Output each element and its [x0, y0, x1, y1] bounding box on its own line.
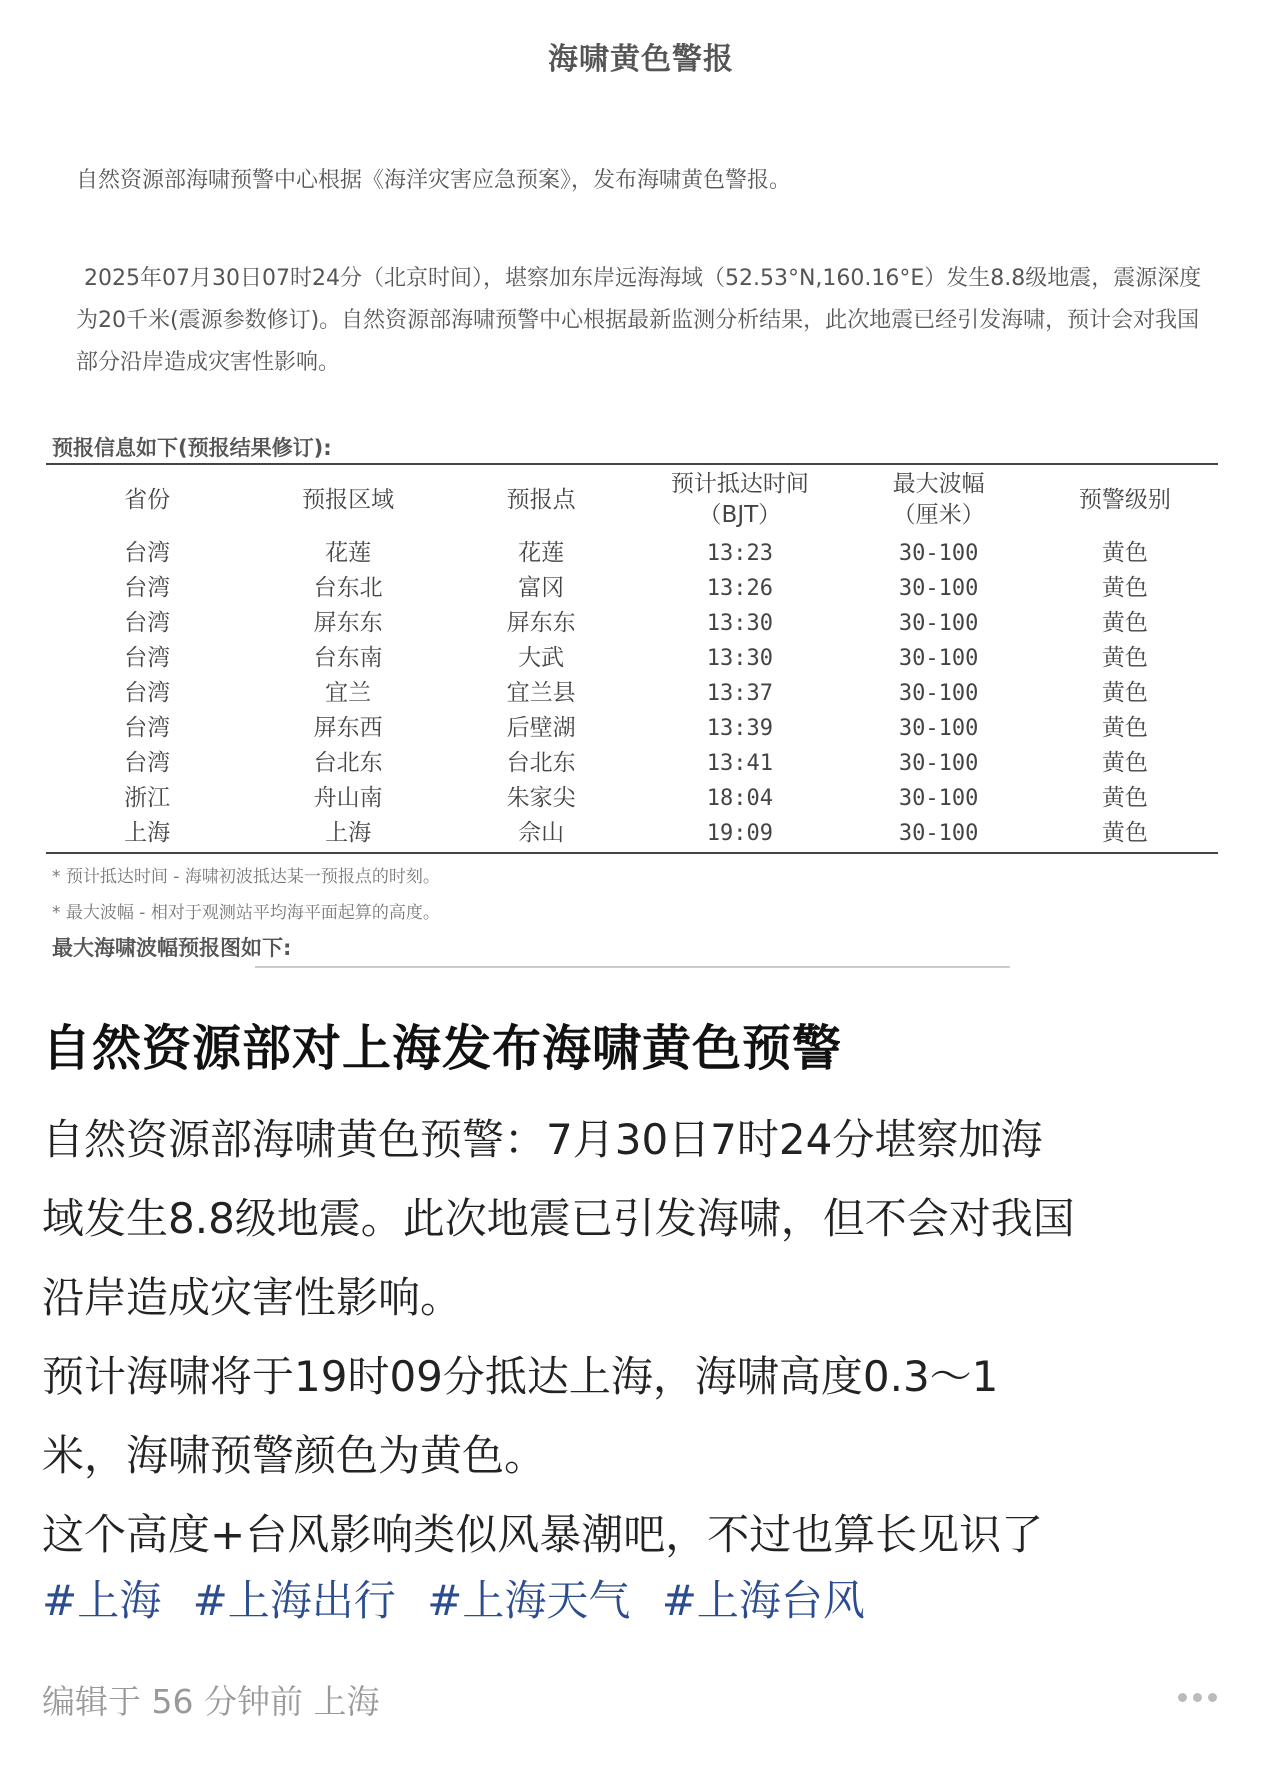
alert-detail: 2025年07月30日07时24分（北京时间），堪察加东岸远海海域（52.53°N,160.16°E）发生8.8级地震，震源深度为20千米(震源参数修订)。自然资源部海啸预警中心根据最新监测分析结果，此次地震已经引发海啸，预计会对我国部分沿岸造成灾害性影响。 [76, 266, 1202, 375]
cell-region: 台东南 [313, 645, 383, 671]
cell-arrival: 13:23 [706, 541, 773, 566]
cell-point: 后壁湖 [506, 715, 576, 741]
cell-amplitude: 30-100 [898, 681, 979, 706]
cell-point: 花莲 [518, 540, 565, 566]
post-body [42, 1100, 1242, 1574]
col-arrival: 预计抵达时间 （BJT） [670, 471, 809, 528]
post-line: 这个高度+台风影响类似风暴潮吧，不过也算长见识了 [42, 1510, 1044, 1559]
cell-amplitude: 30-100 [898, 751, 979, 776]
table-row [46, 711, 1218, 746]
post-line: 自然资源部海啸黄色预警：7月30日7时24分堪察加海 [42, 1115, 1043, 1164]
cell-amplitude: 30-100 [898, 611, 979, 636]
cell-province: 台湾 [124, 540, 171, 566]
cell-arrival: 13:30 [706, 611, 773, 636]
hashtag-shanghai-typhoon[interactable]: #上海台风 [661, 1576, 865, 1625]
cell-level: 黄色 [1101, 540, 1148, 566]
forecast-table [46, 464, 1218, 851]
cell-province: 台湾 [124, 750, 171, 776]
cell-arrival: 13:37 [706, 681, 773, 706]
table-row [46, 536, 1218, 571]
cell-province: 台湾 [124, 680, 171, 706]
cell-point: 富冈 [518, 575, 565, 601]
map-divider [255, 966, 1010, 968]
cell-amplitude: 30-100 [898, 576, 979, 601]
alert-title: 海啸黄色警报 [548, 42, 734, 77]
cell-arrival: 13:26 [706, 576, 773, 601]
cell-region: 舟山南 [313, 785, 383, 811]
more-dots-icon [1208, 1693, 1217, 1702]
cell-level: 黄色 [1101, 575, 1148, 601]
note-amplitude: * 最大波幅 - 相对于观测站平均海平面起算的高度。 [52, 903, 440, 923]
cell-point: 屏东东 [506, 610, 576, 636]
cell-region: 屏东西 [313, 715, 383, 741]
cell-point: 朱家尖 [506, 785, 576, 811]
cell-province: 台湾 [124, 575, 171, 601]
cell-province: 台湾 [124, 610, 171, 636]
post-line: 预计海啸将于19时09分抵达上海，海啸高度0.3～1 [42, 1352, 999, 1401]
hashtag-list [42, 1568, 883, 1628]
post-title: 自然资源部对上海发布海啸黄色预警 [42, 1020, 843, 1077]
cell-amplitude: 30-100 [898, 646, 979, 671]
col-region: 预报区域 [302, 486, 395, 513]
table-row [46, 816, 1218, 851]
cell-amplitude: 30-100 [898, 786, 979, 811]
table-row [46, 676, 1218, 711]
cell-amplitude: 30-100 [898, 821, 979, 846]
cell-region: 台东北 [313, 575, 383, 601]
cell-arrival: 13:41 [706, 751, 773, 776]
table-row [46, 781, 1218, 816]
cell-arrival: 19:09 [706, 821, 773, 846]
cell-level: 黄色 [1101, 715, 1148, 741]
cell-level: 黄色 [1101, 750, 1148, 776]
cell-point: 佘山 [518, 820, 565, 846]
cell-point: 宜兰县 [506, 680, 576, 706]
cell-point: 大武 [518, 645, 565, 671]
cell-region: 屏东东 [313, 610, 383, 636]
col-point: 预报点 [506, 486, 576, 513]
hashtag-shanghai[interactable]: #上海 [42, 1576, 162, 1625]
cell-province: 台湾 [124, 645, 171, 671]
post-line: 沿岸造成灾害性影响。 [42, 1273, 463, 1322]
cell-region: 上海 [325, 820, 372, 846]
cell-level: 黄色 [1101, 610, 1148, 636]
more-dots-icon [1193, 1693, 1202, 1702]
note-arrival: * 预计抵达时间 - 海啸初波抵达某一预报点的时刻。 [52, 867, 440, 887]
cell-province: 台湾 [124, 715, 171, 741]
cell-province: 上海 [124, 820, 171, 846]
col-amplitude: 最大波幅 （厘米） [892, 471, 985, 528]
table-row [46, 606, 1218, 641]
table-bottom-rule [46, 852, 1218, 854]
map-heading: 最大海啸波幅预报图如下: [52, 936, 292, 960]
hashtag-shanghai-weather[interactable]: #上海天气 [427, 1576, 631, 1625]
col-level: 预警级别 [1078, 486, 1171, 513]
cell-level: 黄色 [1101, 645, 1148, 671]
table-heading: 预报信息如下(预报结果修订): [52, 436, 332, 460]
cell-point: 台北东 [506, 750, 576, 776]
edit-meta: 编辑于 56 分钟前 上海 [42, 1682, 380, 1721]
post-line: 米，海啸预警颜色为黄色。 [42, 1431, 547, 1480]
cell-region: 台北东 [313, 750, 383, 776]
cell-region: 宜兰 [325, 680, 372, 706]
cell-region: 花莲 [325, 540, 372, 566]
hashtag-shanghai-travel[interactable]: #上海出行 [192, 1576, 396, 1625]
alert-intro: 自然资源部海啸预警中心根据《海洋灾害应急预案》，发布海啸黄色警报。 [76, 168, 792, 193]
table-header-row [46, 464, 1218, 536]
cell-level: 黄色 [1101, 820, 1148, 846]
cell-arrival: 13:39 [706, 716, 773, 741]
cell-amplitude: 30-100 [898, 541, 979, 566]
cell-province: 浙江 [124, 785, 171, 811]
more-dots-icon [1178, 1693, 1187, 1702]
table-row [46, 641, 1218, 676]
post-line: 域发生8.8级地震。此次地震已引发海啸，但不会对我国 [42, 1194, 1075, 1243]
cell-arrival: 18:04 [706, 786, 773, 811]
cell-level: 黄色 [1101, 785, 1148, 811]
more-options-button[interactable] [1178, 1693, 1217, 1702]
cell-arrival: 13:30 [706, 646, 773, 671]
table-row [46, 571, 1218, 606]
cell-amplitude: 30-100 [898, 716, 979, 741]
table-row [46, 746, 1218, 781]
cell-level: 黄色 [1101, 680, 1148, 706]
col-province: 省份 [124, 486, 171, 513]
